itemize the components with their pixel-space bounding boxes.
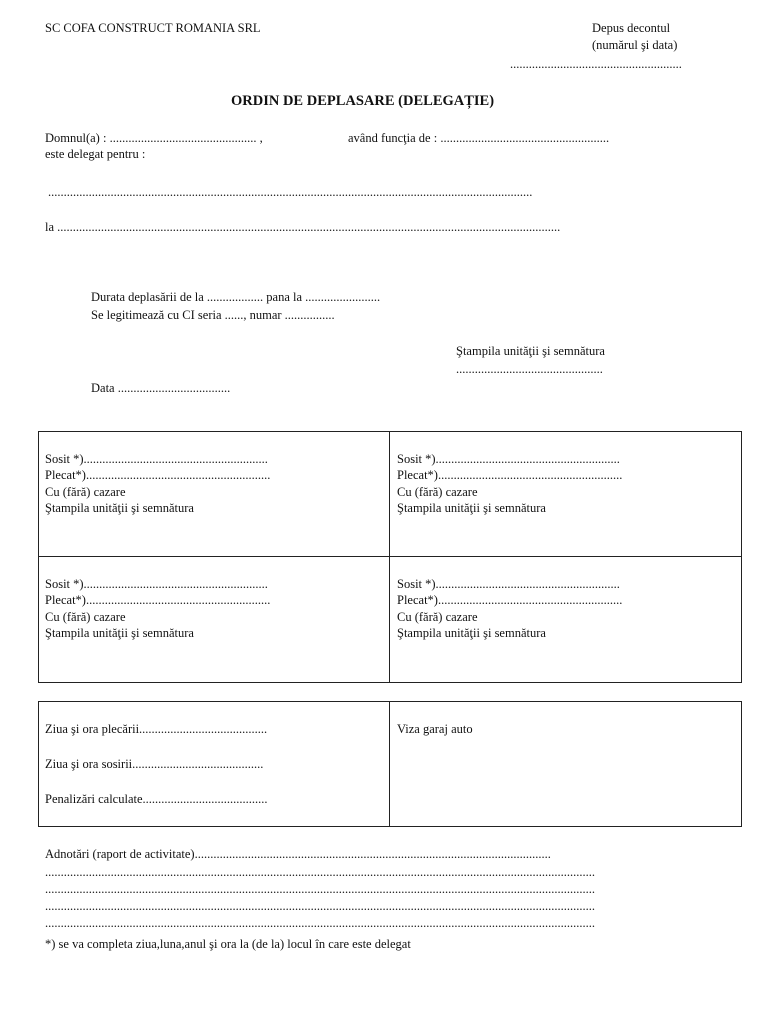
garage-visa-label: Viza garaj auto (397, 722, 473, 736)
legitimeaza-field[interactable]: Se legitimează cu CI seria ......, numar ................ (91, 308, 335, 322)
document-title: ORDIN DE DEPLASARE (DELEGAȚIE) (231, 93, 495, 109)
plecat-field[interactable]: Plecat*)........................................................... (397, 468, 623, 483)
note-line[interactable]: ................................................................................................................................................................................ (45, 865, 595, 879)
footnote: *) se va completa ziua,luna,anul şi ora la (de la) locul în care este delegat (45, 937, 411, 951)
delegat-field[interactable]: ........................................................................................................................................................... (48, 185, 533, 199)
plecat-field[interactable]: Plecat*)........................................................... (45, 468, 271, 483)
cazare-label: Cu (fără) cazare (397, 484, 478, 499)
plecat-field[interactable]: Plecat*)........................................................... (397, 593, 623, 608)
cazare-label: Cu (fără) cazare (45, 484, 126, 499)
domnul-field[interactable]: Domnul(a) : ............................................... , (45, 131, 263, 145)
grid-divider-vertical (389, 431, 390, 683)
cazare-label: Cu (fără) cazare (397, 609, 478, 624)
la-field[interactable]: la ................................................................................................................................................................. (45, 220, 561, 234)
stampila-label: Ştampila unităţii şi semnătura (45, 500, 194, 515)
note-line[interactable]: ................................................................................................................................................................................ (45, 899, 595, 913)
durata-field[interactable]: Durata deplasării de la .................. pana la ........................ (91, 290, 381, 304)
data-field[interactable]: Data .................................... (91, 381, 231, 395)
travel-divider (389, 701, 390, 827)
stampila-label: Ştampila unităţii şi semnătura (456, 344, 605, 358)
note-line[interactable]: ................................................................................................................................................................................ (45, 916, 595, 930)
sosit-field[interactable]: Sosit *)........................................................... (397, 577, 620, 591)
penalties-field[interactable]: Penalizări calculate........................................ (45, 792, 268, 806)
checkpoint-cell[interactable] (397, 451, 622, 516)
delegat-label: este delegat pentru : (45, 147, 146, 161)
checkpoint-cell[interactable] (45, 576, 270, 641)
stampila-label: Ştampila unităţii şi semnătura (45, 625, 194, 640)
company-name: SC COFA CONSTRUCT ROMANIA SRL (45, 21, 261, 35)
note-line[interactable]: ................................................................................................................................................................................ (45, 882, 595, 896)
functia-field[interactable]: având funcţia de : ...................................................... (348, 131, 610, 145)
checkpoint-cell[interactable] (45, 451, 270, 516)
stampila-field[interactable]: ............................................... (456, 362, 603, 376)
departure-field[interactable]: Ziua şi ora plecării......................................... (45, 722, 268, 736)
stampila-label: Ştampila unităţii şi semnătura (397, 625, 546, 640)
activity-report-field[interactable]: Adnotări (raport de activitate).................................................................................................................. (45, 847, 551, 861)
arrival-field[interactable]: Ziua şi ora sosirii.......................................... (45, 757, 264, 771)
deposit-label: Depus decontul (592, 21, 671, 35)
checkpoint-cell[interactable] (397, 576, 622, 641)
deposit-field[interactable]: ....................................................... (510, 57, 682, 71)
plecat-field[interactable]: Plecat*)........................................................... (45, 593, 271, 608)
grid-divider-horizontal (38, 556, 742, 557)
cazare-label: Cu (fără) cazare (45, 609, 126, 624)
sosit-field[interactable]: Sosit *)........................................................... (397, 452, 620, 466)
deposit-sublabel: (numărul şi data) (592, 38, 678, 52)
stampila-label: Ştampila unităţii şi semnătura (397, 500, 546, 515)
sosit-field[interactable]: Sosit *)........................................................... (45, 452, 268, 466)
sosit-field[interactable]: Sosit *)........................................................... (45, 577, 268, 591)
